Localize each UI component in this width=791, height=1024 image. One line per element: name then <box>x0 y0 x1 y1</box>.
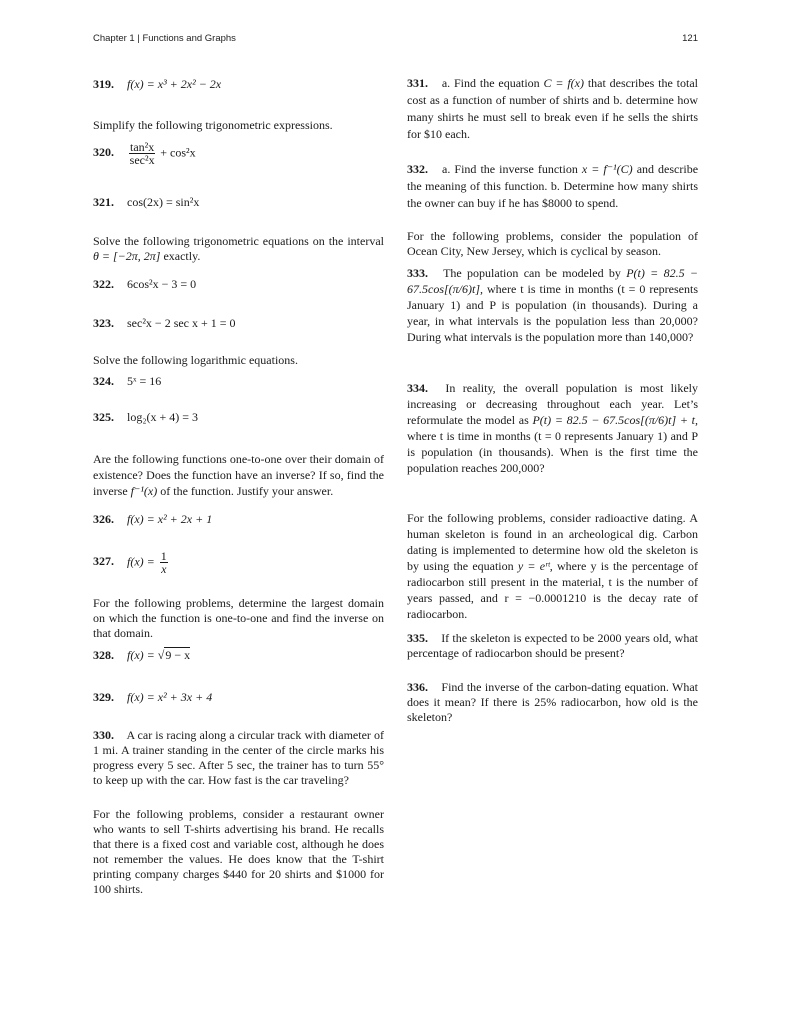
exercise-330 <box>93 728 384 788</box>
section-intro-population: For the following problems, consider the population of Ocean City, New Jersey, which is cyclical by season. <box>407 229 698 258</box>
exercise-331 <box>407 75 698 143</box>
intro-text-tail: exactly. <box>163 249 201 263</box>
section-intro-log: Solve the following logarithmic equations. <box>93 353 298 367</box>
section-intro-inverse <box>93 451 384 499</box>
exercise-336 <box>407 680 698 725</box>
math-expression: 6cos²x − 3 = 0 <box>127 277 197 291</box>
exercise-335 <box>407 631 698 661</box>
exercise-text: a. Find the inverse function <box>442 162 578 176</box>
math-expression: P(t) = 82.5 − 67.5cos[(π/6)t] + t, <box>532 413 699 427</box>
exercise-number: 333. <box>407 266 428 280</box>
math-expression: f(x) = x³ + 2x² − 2x <box>127 77 222 91</box>
exercise-text: In reality, the overall population is most likely increasing or decreasing throughout each year. Let’s reformulate the model as <box>407 381 699 427</box>
exercise-334 <box>407 380 698 476</box>
exercise-text-tail: and describe the meaning of this function. b. Determine how many shirts the owner can buy if he has $8000 to spend. <box>407 162 699 210</box>
math-expression: sec²x − 2 sec x + 1 = 0 <box>127 316 236 330</box>
math-expression: cos(2x) = sin²x <box>127 195 200 209</box>
exercise-number: 323. <box>93 316 114 330</box>
radicand: 9 − x <box>165 648 191 662</box>
exercise-323 <box>93 316 384 331</box>
math-expression: x = f⁻¹(C) <box>581 162 633 176</box>
exercise-text: The population can be modeled by <box>443 266 621 280</box>
exercise-number: 332. <box>407 162 428 176</box>
exercise-324 <box>93 374 384 389</box>
exercise-number: 336. <box>407 680 428 694</box>
intro-text: Solve the following trigonometric equations on the interval <box>93 234 384 248</box>
exercise-328 <box>93 648 384 663</box>
fraction-numerator: 1 <box>160 549 167 563</box>
math-expression: f(x) = x² + 2x + 1 <box>127 512 213 526</box>
exercise-number: 324. <box>93 374 114 388</box>
exercise-number: 326. <box>93 512 114 526</box>
section-intro-tshirt: For the following problems, consider a restaurant owner who wants to sell T-shirts advertising his brand. He recalls that there is a fixed cost and variable cost, although he does not remember the values. He does know that the T-shirt printing company charges $440 for 20 shirts and $1000 for 100 shirts. <box>93 807 384 896</box>
math-expression: θ = [−2π, 2π] <box>93 249 161 263</box>
math-expression: + cos²x <box>160 145 196 160</box>
fraction <box>129 141 155 166</box>
running-header-chapter: Chapter 1 | Functions and Graphs <box>93 33 236 44</box>
math-expression: f⁻¹(x) <box>130 484 158 498</box>
exercise-number: 329. <box>93 690 114 704</box>
exercise-number: 327. <box>93 554 114 569</box>
section-intro-trig-solve <box>93 234 384 264</box>
exercise-text: If the skeleton is expected to be 2000 years old, what percentage of radiocarbon should be present? <box>407 631 698 660</box>
exercise-number: 325. <box>93 410 114 424</box>
exercise-333 <box>407 265 698 345</box>
exercise-number: 328. <box>93 648 114 662</box>
exercise-325 <box>93 410 384 425</box>
exercise-321 <box>93 195 384 210</box>
math-expression: 5ˣ = 16 <box>127 374 162 388</box>
fraction <box>160 550 168 575</box>
math-expression: f(x) = √ <box>127 648 165 662</box>
intro-text: For the following problems, consider radioactive dating. A human skeleton is found in an archeological dig. Carbon dating is implemented to determine how old the skeleton is by using the equation <box>407 511 698 573</box>
exercise-number: 319. <box>93 77 114 91</box>
intro-text-tail: of the function. Justify your answer. <box>160 484 334 498</box>
fraction-denominator: x <box>161 562 167 576</box>
exercise-text-tail: that describes the total cost as a function of number of shirts and b. determine how many shirts he must sell to break even if he sells the shirts for $10 each. <box>407 76 698 141</box>
math-expression: C = f(x) <box>543 76 584 90</box>
exercise-329 <box>93 690 384 705</box>
exercise-322 <box>93 277 384 292</box>
fraction-denominator: sec²x <box>129 153 155 167</box>
exercise-text: a. Find the equation <box>441 76 540 90</box>
math-expression: y = eʳᵗ, <box>517 559 553 573</box>
exercise-number: 335. <box>407 631 428 645</box>
exercise-327 <box>93 550 384 575</box>
math-expression: log₂(x + 4) = 3 <box>127 410 199 424</box>
exercise-text: A car is racing along a circular track with diameter of 1 mi. A trainer standing in the center of the circle marks his progress every 5 sec. After 5 sec, the trainer has to turn 55° to keep up with the car. How fast is the car traveling? <box>93 728 384 787</box>
exercise-text-tail: where t is time in months (t = 0 represents January 1) and P is population (in thousands). When is the first time the population reaches 200,000? <box>407 429 698 475</box>
exercise-332 <box>407 161 698 212</box>
math-expression: P(t) = 82.5 − 67.5cos[(π/6)t], <box>407 266 698 296</box>
exercise-text-tail: where t is time in months (t = 0 represents January 1) and P is population (in thousands). During a year, in what intervals is the population less than 20,000? During what intervals is the population more than 140,000? <box>407 282 698 344</box>
section-intro-radio <box>407 510 698 622</box>
exercise-326 <box>93 512 384 527</box>
exercise-number: 334. <box>407 381 428 395</box>
math-expression: f(x) = <box>127 554 155 569</box>
exercise-number: 321. <box>93 195 114 209</box>
math-expression: f(x) = x² + 3x + 4 <box>127 690 213 704</box>
exercise-number: 331. <box>407 76 428 90</box>
exercise-320 <box>93 141 384 166</box>
exercise-text: Find the inverse of the carbon-dating equation. What does it mean? If there is 25% radiocarbon, how old is the skeleton? <box>407 680 698 724</box>
section-intro-trig-simplify: Simplify the following trigonometric expressions. <box>93 118 333 132</box>
fraction-numerator: tan²x <box>130 140 155 154</box>
exercise-319 <box>93 77 384 92</box>
intro-text: Are the following functions one-to-one over their domain of existence? Does the function have an inverse? If so, find the inverse <box>93 452 384 498</box>
page-number: 121 <box>682 33 698 44</box>
exercise-number: 322. <box>93 277 114 291</box>
section-intro-domain: For the following problems, determine the largest domain on which the function is one-to-one and find the inverse on that domain. <box>93 596 384 640</box>
exercise-number: 330. <box>93 728 114 742</box>
exercise-number: 320. <box>93 145 114 160</box>
intro-text-tail: where y is the percentage of radiocarbon still present in the material, t is the number of years passed, and r = −0.0001210 is the decay rate of radiocarbon. <box>407 559 699 621</box>
